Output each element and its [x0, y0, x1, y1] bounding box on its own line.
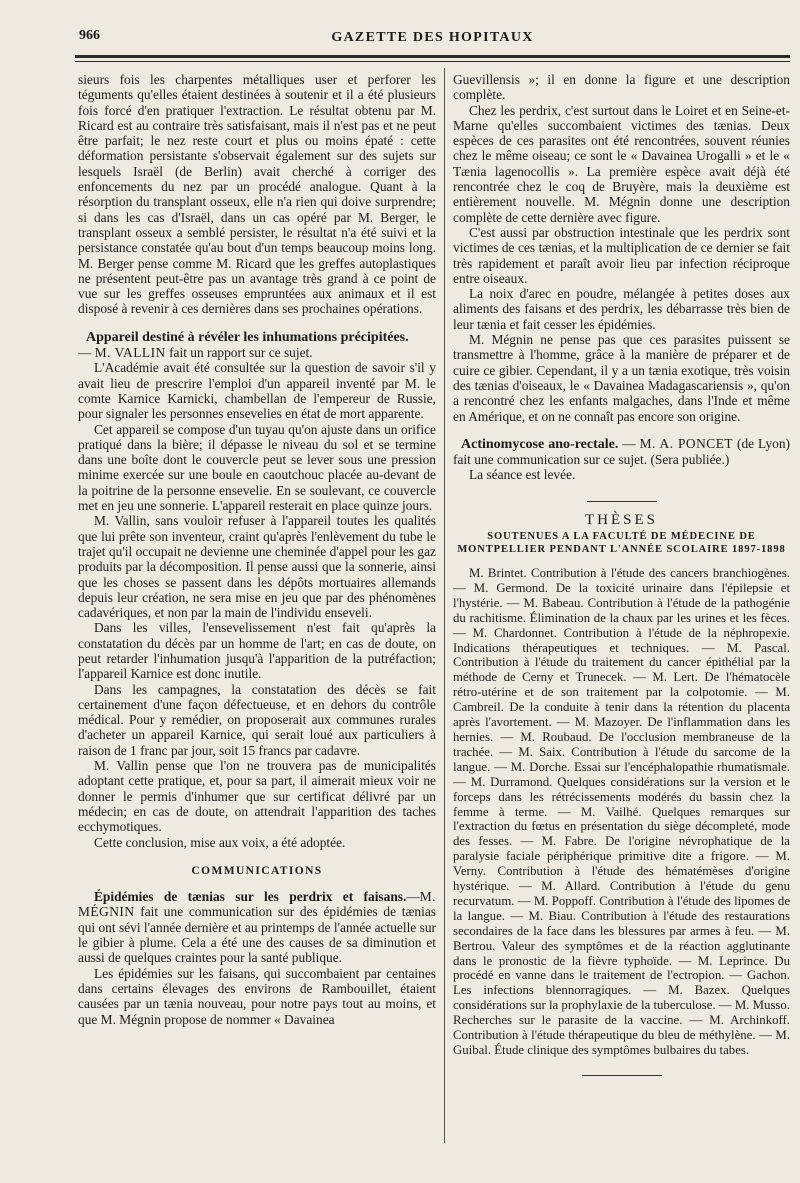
column-divider — [444, 68, 445, 1143]
paragraph: Dans les campagnes, la constatation des décès se fait certainement d'une façon défectueuse, et en dehors du contrôle médical. Pour y remédier, on proposerait aux communes rurales d'acheter un appareil Karnice, qui serait loué aux particuliers à raison de 1 franc par jour, soit 15 francs par cadavre. — [78, 681, 436, 758]
ornament-divider — [453, 497, 790, 507]
paragraph: Dans les villes, l'ensevelissement n'est fait qu'après la constatation du décès par un homme de l'art; en cas de doute, on peut retarder l'inhumation jusqu'à l'apparition de la putréfaction; l'appareil Karnice est donc inutile. — [78, 620, 436, 682]
left-column — [78, 72, 436, 1027]
header-rule-thin — [75, 61, 790, 62]
section-title: Épidémies de tænias sur les perdrix et faisans. — [94, 889, 407, 905]
lead-text: fait un rapport sur ce sujet. — [165, 345, 313, 361]
section-title: Appareil destiné à révéler les inhumations précipitées. — [86, 329, 409, 345]
paragraph: La noix d'arec en poudre, mélangée à petites doses aux aliments des faisans et des perdrix, les débarrasse très bien de leur tænia et fait cesser les épidémies. — [453, 286, 790, 332]
paragraph: Cette conclusion, mise aux voix, a été adoptée. — [94, 834, 346, 850]
end-ornament — [453, 1070, 790, 1080]
paragraph: Guevillensis »; il en donne la figure et une description complète. — [453, 72, 790, 103]
page-number: 966 — [79, 28, 100, 43]
paragraph: Chez les perdrix, c'est surtout dans le Loiret et en Seine-et-Marne qu'elles succombaient victimes des tænias. Deux espèces de ces parasites ont été rencontrées, souvent réunies chez le même oiseau; ce sont le « Davainea Urogalli » et le « Tænia lagenocollis ». La première espèce avait déjà été rencontrée chez le coq de Bruyère, mais la deuxième est entièrement nouvelle. M. Mégnin donne une description complète de cette dernière avec figure. — [453, 102, 790, 225]
section-text: fait une communication sur ce sujet. (Sera publiée.) — [453, 452, 730, 468]
paragraph: M. Mégnin ne pense pas que ces parasites puissent se transmettre à l'homme, grâce à la manière de préparer et de cuire ce gibier. Cependant, il y a un tænia exotique, très voisin des tænias d'oiseaux, le « Davainea Madagascariensis », qu'on a rencontré chez les enfants malgaches, dans l'Inde et même en Amérique, et on ne connaît pas encore son origine. — [453, 332, 790, 424]
page-header — [75, 28, 790, 50]
section-lead — [78, 345, 436, 360]
paragraph: C'est aussi par obstruction intestinale que les perdrix sont victimes de ces tænias, et la multiplication de ce dernier se fait très rapidement et paraît avoir lieu par infection réciproque entre oiseaux. — [453, 224, 790, 286]
author-name: M. MÉGNIN — [78, 889, 436, 920]
paragraph: M. Vallin pense que l'on ne trouvera pas de municipalités adoptant cette pratique, et, pour sa part, il aimerait mieux voir ne donner le permis d'inhumer que sur certificat délivré par un médecin; en cas de doute, on attendrait l'apparition des taches ecchymotiques. — [78, 758, 436, 835]
running-title: GAZETTE DES HOPITAUX — [331, 30, 534, 45]
author-suffix: (de Lyon) — [733, 435, 790, 451]
theses-subtitle: SOUTENUES A LA FACULTÉ DE MÉDECINE DE MONTPELLIER PENDANT L'ANNÉE SCOLAIRE 1897-1898 — [457, 531, 786, 556]
section-heading-taenias — [78, 889, 436, 965]
seance-closing: La séance est levée. — [469, 467, 576, 483]
paragraph: Cet appareil se compose d'un tuyau qu'on ajuste dans un orifice pratiqué dans la bière; il dépasse le niveau du sol et se termine dans une boîte dont le couvercle peut se lever sous une pression minime exercée sur une boule en caoutchouc placée au-devant de la poitrine de la personne ensevelie. En se soulevant, ce couvercle met en jeu une sonnerie. L'appareil resterait en place quinze jours. — [78, 421, 436, 514]
paragraph: L'Académie avait été consultée sur la question de savoir s'il y avait lieu de prescrire l'emploi d'un appareil inventé par M. le comte Karnice Karnicki, chambellan de l'empereur de Russie, pour signaler les personnes ensevelies en état de mort apparente. — [78, 360, 436, 422]
paragraph: Les épidémies sur les faisans, qui succombaient par centaines dans certains élevages des environs de Rambouillet, étaient causées par un tænia nouveau, pour notre pays tout au moins, et que M. Mégnin propose de nommer « Davainea — [78, 965, 436, 1027]
section-heading-apparatus — [78, 329, 436, 345]
communications-heading: COMMUNICATIONS — [191, 864, 323, 877]
paragraph: M. Vallin, sans vouloir refuser à l'appareil toutes les qualités que lui prête son inventeur, craint qu'après l'enlèvement du tube le trajet qu'il occupait ne devienne une cheminée d'appel pour les gaz produits par la décomposition. Il pense aussi que la sonnerie, ainsi que les choses se passent dans les dépôts mortuaires allemands depuis leur création, ne sera mise en jeu que par des phénomènes cadavériques, et non par la main de l'individu enseveli. — [78, 513, 436, 621]
theses-title: THÈSES — [584, 511, 658, 528]
right-column — [453, 72, 790, 1080]
dash: — — [406, 889, 420, 905]
header-rule — [75, 55, 790, 58]
section-title: Actinomycose ano-rectale. — [461, 436, 619, 452]
section-heading-actinomycose — [453, 436, 790, 468]
paragraph: sieurs fois les charpentes métalliques user et perforer les téguments qu'elles étaient destinées à soutenir et il a été plusieurs fois forcé d'en pratiquer l'extraction. Le résultat obtenu par M. Ricard est au contraire très satisfaisant, mais il n'est pas et ne peut être parfait; le nez reste court et plus ou moins épaté : cette déformation persistante s'observait également sur des sujets sur lesquels Israël (de Berlin) avait cherché à corriger des enfoncements du nez par un procédé analogue. Quant à la résorption du transplant osseux, elle n'a rien qui doive surprendre; si dans les cas d'Israël, dans un cas opéré par M. Berger, le transplant osseux a semblé persister, le résultat n'a été suivi et la persistance constatée qu'au bout d'un temps beaucoup moins long. M. Berger pense comme M. Ricard que les greffes autoplastiques ne présentent peut-être pas un avantage très grand à ce point de vue sur les greffes osseuses empruntées aux animaux et il est disposé à revenir à ces dernières dans ses prochaines opérations. — [78, 72, 436, 317]
paragraph-text: fait une communication sur des épidémies de tænias qui ont sévi l'année dernière et au printemps de l'année actuelle sur le gibier à plume. Cela a été une des causes de sa diminution et aussi de quelques craintes pour la santé publique. — [78, 904, 436, 966]
author-name: M. VALLIN — [94, 345, 166, 361]
theses-list: M. Brintet. Contribution à l'étude des cancers branchiogènes. — M. Germond. De la toxicité urinaire dans l'épilepsie et l'hystérie. — M. Babeau. Contribution à l'étude de la pathogénie du rachitisme. Élimination de la chaux par les urines et les fèces. — M. Chardonnet. Contribution à l'étude de la néphropexie. Indications thérapeutiques et techniques. — M. Pascal. Contribution à l'étude du traitement du cancer épithélial par la méthode de Cerny et Trunecek. — M. Lert. De l'hématocèle rétro-utérine et de son traitement par la colpotomie. — M. Cambreil. De la conduite à tenir dans la rétention du placenta après l'avortement. — M. Mazoyer. De l'inflammation dans les hernies. — M. Roubaud. De l'occlusion membraneuse de la trachée. — M. Saix. Contribution à l'étude du sarcome de la langue. — M. Dorche. Essai sur l'encéphalopathie rhumatismale. — M. Durramond. Quelques considérations sur la version et le forceps dans les rétrécissements modérés du bassin chez la femme à terme. — M. Vailhé. Quelques remarques sur l'extraction du fœtus en présentation du siège décompleté, mode des fesses. — M. Fabre. De l'origine névrophatique de la paralysie faciale périphérique primitive dite a frigore. — M. Verny. Contribution à l'étude des hématémèses d'origine hystérique. — M. Allard. Contribution à l'étude du genu recurvatum. — M. Poppoff. Contribution à l'étude des lipomes de la langue. — M. Biau. Contribution à l'étude des restaurations secondaires de la face dans les blessures par armes à feu. — M. Bertrou. Valeur des symptômes et de la réaction agglutinante dans le pronostic de la fièvre typhoïde. — M. Leprince. Du procédé en vanne dans le traitement de l'ectropion. — Gachon. Les infections blennorragiques. — M. Bazex. Quelques considérations sur la prophylaxie de la tuberculose. — M. Musso. Recherches sur le parasite de la vaccine. — M. Archinkoff. Contribution à l'étude thérapeutique du bleu de méthylène. — M. Guibal. Étude clinique des symptômes bulbaires du tabes. — [453, 566, 790, 1058]
author-name: M. A. PONCET — [639, 435, 734, 451]
dash: — — [78, 345, 95, 361]
dash: — — [618, 435, 640, 451]
